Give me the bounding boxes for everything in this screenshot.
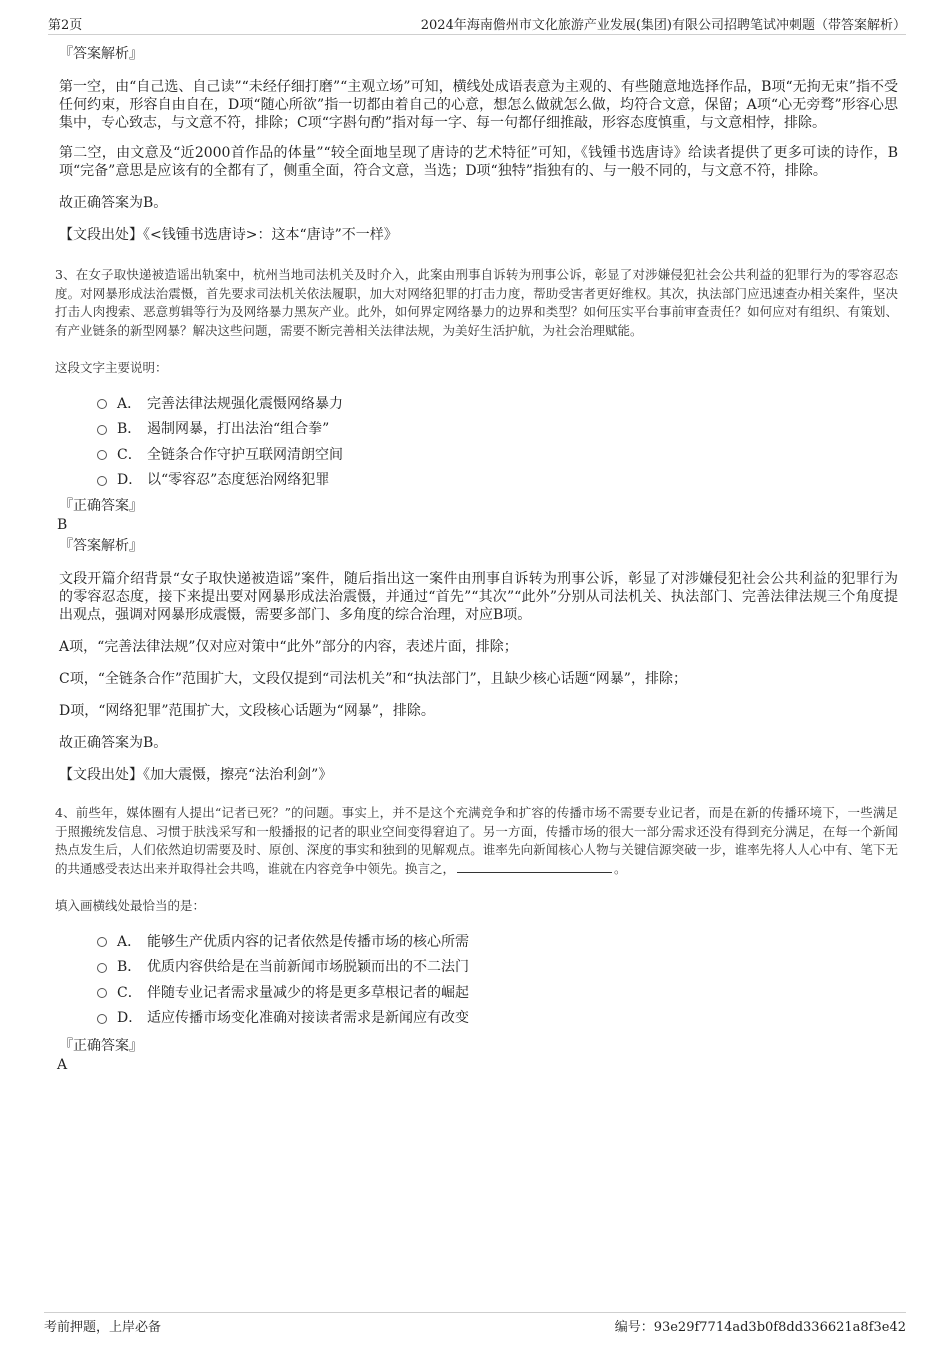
q3-conclusion: 故正确答案为B。	[59, 735, 168, 751]
page-footer	[44, 1312, 906, 1335]
q3-option-c[interactable]: C． 全链条合作守护互联网清朗空间	[97, 441, 898, 467]
answer-blank	[457, 860, 612, 873]
radio-icon[interactable]	[97, 1014, 107, 1024]
page-header	[48, 14, 906, 35]
document-title: 2024年海南儋州市文化旅游产业发展(集团)有限公司招聘笔试冲刺题（带答案解析）	[420, 18, 906, 33]
q4-options	[97, 928, 898, 1030]
q4-question: 4、前些年，媒体圈有人提出“记者已死？”的问题。事实上，并不是这个充满竞争和扩容的传播市场不需要专业记者，而是在新的传播环境下，一些满足于照搬统发信息、习惯于肤浅采写和一般播报的记者的职业空间变得窘迫了。另一方面，传播市场的很大一部分需求还没有得到充分满足，在每一个新闻热点发生后，人们依然迫切需要及时、原创、深度的事实和独到的见解观点。谁率先向新闻核心人物与关键信源突破一步，谁率先将人人心中有、笔下无的共通感受表达出来并取得社会共鸣，谁就在内容竞争中领先。换言之， 。	[55, 805, 898, 876]
radio-icon[interactable]	[97, 450, 107, 460]
q4-option-a[interactable]: A． 能够生产优质内容的记者依然是传播市场的核心所需	[97, 928, 898, 954]
radio-icon[interactable]	[97, 937, 107, 947]
q4-correct-answer: A	[57, 1057, 68, 1073]
radio-icon[interactable]	[97, 399, 107, 409]
radio-icon[interactable]	[97, 988, 107, 998]
q2-source: 【文段出处】《<钱锺书选唐诗>：这本“唐诗”不一样》	[59, 227, 398, 243]
page-number: 第2页	[48, 18, 83, 33]
q3-option-b[interactable]: B． 遏制网暴，打出法治“组合拳”	[97, 416, 898, 442]
q3-prompt: 这段文字主要说明：	[55, 360, 168, 375]
q3-correct-answer: B	[57, 517, 68, 533]
q4-option-d[interactable]: D． 适应传播市场变化准确对接读者需求是新闻应有改变	[97, 1005, 898, 1031]
q3-analysis-label: 『答案解析』	[59, 538, 143, 554]
document-id: 编号：93e29f7714ad3b0f8dd336621a8f3e42	[614, 1320, 906, 1335]
q3-correct-label: 『正确答案』	[59, 498, 143, 514]
q2-conclusion: 故正确答案为B。	[59, 195, 168, 211]
q4-prompt: 填入画横线处最恰当的是：	[55, 898, 206, 913]
q4-option-c[interactable]: C． 伴随专业记者需求量减少的将是更多草根记者的崛起	[97, 979, 898, 1005]
q4-correct-label: 『正确答案』	[59, 1038, 143, 1054]
radio-icon[interactable]	[97, 476, 107, 486]
q3-analysis-p4: D项，“网络犯罪”范围扩大，文段核心话题为“网暴”，排除。	[59, 703, 435, 719]
q3-analysis-p1: 文段开篇介绍背景“女子取快递被造谣”案件，随后指出这一案件由刑事自诉转为刑事公诉，彰显了对涉嫌侵犯社会公共利益的犯罪行为的零容忍态度，接下来提出要对网暴形成法治震慑，并通过“首先”“其次”“此外”分别从司法机关、执法部门、完善法律法规三个角度提出观点，强调对网暴形成震慑，需要多部门、多角度的综合治理，对应B项。	[59, 571, 898, 623]
radio-icon[interactable]	[97, 425, 107, 435]
q3-analysis-p2: A项，“完善法律法规”仅对应对策中“此外”部分的内容，表述片面，排除；	[59, 639, 518, 655]
q3-source: 【文段出处】《加大震慑，擦亮“法治利剑”》	[59, 767, 333, 783]
q3-options	[97, 390, 898, 492]
radio-icon[interactable]	[97, 963, 107, 973]
q2-analysis-label: 『答案解析』	[59, 46, 143, 62]
q3-option-a[interactable]: A． 完善法律法规强化震慑网络暴力	[97, 390, 898, 416]
q2-analysis-p2: 第二空，由文意及“近2000首作品的体量”“较全面地呈现了唐诗的艺术特征”可知，《钱锺书选唐诗》给读者提供了更多可读的诗作，B项“完备”意思是应该有的全都有了，侧重全面，符合文意，当选；D项“独特”指独有的、与一般不同的，与文意不符，排除。	[59, 145, 898, 179]
page-content	[55, 44, 898, 1074]
q4-option-b[interactable]: B． 优质内容供给是在当前新闻市场脱颖而出的不二法门	[97, 954, 898, 980]
q3-option-d[interactable]: D． 以“零容忍”态度惩治网络犯罪	[97, 467, 898, 493]
q2-analysis-p1: 第一空，由“自己选、自己读”“未经仔细打磨”“主观立场”可知，横线处成语表意为主观的、有些随意地选择作品，B项“无拘无束”指不受任何约束，形容自由自在，D项“随心所欲”指一切都由着自己的心意，想怎么做就怎么做，均符合文意，保留；A项“心无旁骛”形容心思集中，专心致志，与文意不符，排除；C项“字斟句酌”指对每一字、每一句都仔细推敲，形容态度慎重，与文意相悖，排除。	[59, 79, 898, 131]
q3-question: 3、在女子取快递被造谣出轨案中，杭州当地司法机关及时介入，此案由刑事自诉转为刑事公诉，彰显了对涉嫌侵犯社会公共利益的犯罪行为的零容忍态度。对网暴形成法治震慑，首先要求司法机关依法履职，加大对网络犯罪的打击力度，帮助受害者更好维权。其次，执法部门应迅速查办相关案件，坚决打击人肉搜索、恶意剪辑等行为及网络暴力黑灰产业。此外，如何界定网络暴力的边界和类型？如何压实平台事前审查责任？如何应对有组织、有策划、有产业链条的新型网暴？解决这些问题，需要不断完善相关法律法规，为美好生活护航，为社会治理赋能。	[55, 267, 898, 338]
q3-analysis-p3: C项，“全链条合作”范围扩大，文段仅提到“司法机关”和“执法部门”，且缺少核心话题“网暴”，排除；	[59, 671, 687, 687]
footer-slogan: 考前押题，上岸必备	[44, 1320, 162, 1335]
